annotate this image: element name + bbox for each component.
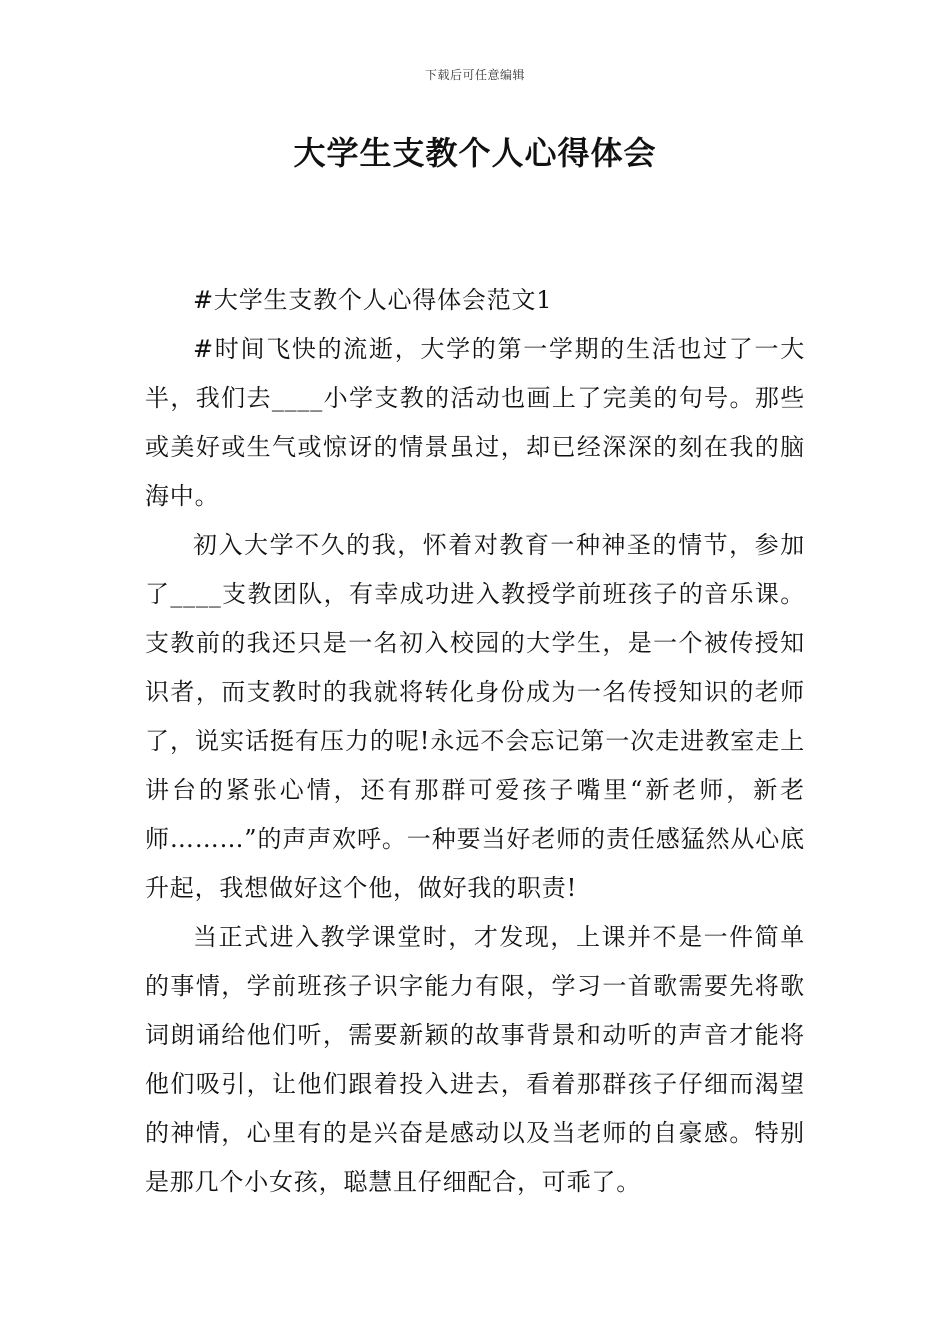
paragraph-heading: #大学生支教个人心得体会范文1 — [193, 286, 553, 314]
paragraph: #时间飞快的流逝，大学的第一学期的生活也过了一大半，我们去____小学支教的活动也画上了完美的句号。那些或美好或生气或惊讶的情景虽过，却已经深深的刻在我的脑海中。 — [145, 335, 805, 510]
paragraph: 当正式进入教学课堂时，才发现，上课并不是一件简单的事情，学前班孩子识字能力有限，学习一首歌需要先将歌词朗诵给他们听，需要新颖的故事背景和动听的声音才能将他们吸引，让他们跟着投入进去，看着那群孩子仔细而渴望的神情，心里有的是兴奋是感动以及当老师的自豪感。特别是那几个小女孩，聪慧且仔细配合，可乖了。 — [145, 923, 805, 1196]
header-note: 下载后可任意编辑 — [424, 68, 525, 82]
paragraph: 初入大学不久的我，怀着对教育一种神圣的情节，参加了____支教团队，有幸成功进入教授学前班孩子的音乐课。支教前的我还只是一名初入校园的大学生，是一个被传授知识者，而支教时的我就将转化身份成为一名传授知识的老师了，说实话挺有压力的呢!永远不会忘记第一次走进教室走上讲台的紧张心情，还有那群可爱孩子嘴里“新老师，新老师………”的声声欢呼。一种要当好老师的责任感猛然从心底升起，我想做好这个他，做好我的职责! — [145, 531, 805, 902]
page-title: 大学生支教个人心得体会 — [293, 134, 657, 172]
document-body — [145, 276, 805, 1207]
